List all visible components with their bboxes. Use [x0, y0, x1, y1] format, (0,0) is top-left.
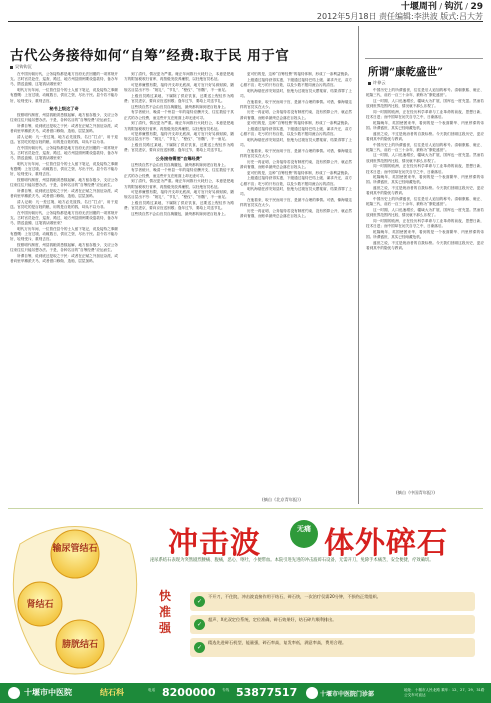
stone-shape	[51, 530, 99, 578]
paragraph: 明代万历年间，一位曾任县令的士人留下笔记，说及接待之事颇有感慨：上官过境，动辄数日，供应之资，尽出于民。县令若不能办好，轻则受斥，重则去官。	[10, 88, 118, 103]
side-article-column	[366, 88, 484, 488]
article-column-3	[240, 72, 352, 496]
paragraph: 上级官员路过某地，下属除了供应饮食，还要送上程仪作为路费；官员进京，要向京官送别敬；逢年过节，要给上司送节礼。	[124, 201, 234, 211]
hospital-advertisement	[0, 508, 491, 703]
kidney-stone-illustration	[0, 514, 150, 682]
paragraph: 这一时期，人口迅速增长，疆域大为扩展，国库也一度充盈。然而若放到世界范围内比较，情况就不那么乐观了。	[366, 98, 484, 109]
paragraph: 在他看来，取于民而用于官，是最不合理的事情。可惜，像海瑞这样的官员实在太少。	[240, 148, 352, 159]
article-credit: (摘自《北京青年报》)	[262, 497, 301, 502]
page-number: 29	[470, 2, 483, 12]
check-icon: ✓	[194, 642, 205, 653]
paragraph: 在中国历朝历代，公务接待都是地方官府无法回避的一项常规开支。古时官员赴任、巡查、路过，地方州县照例要设宴款待，备办车马，馈送盘缠，这笔钱从哪里来？	[10, 210, 118, 225]
paragraph: 中国历史上的所谓盛世，往往是后人追加的称号。清朝康熙、雍正、乾隆三代，前后一百三十余年，被称为“康乾盛世”。	[366, 142, 484, 152]
article-column-2	[124, 72, 234, 504]
paragraph: 所谓自筹，说到底还是取之于民：或者在正赋之外加征杂派，或者向里甲摊派夫马，或者借口修衙、造船，层层加码。	[10, 253, 118, 263]
column-divider	[358, 26, 359, 504]
article-subhead: 秘书上级这了奇	[49, 105, 79, 111]
paragraph: 到了清代，情况更为严重。雍正年间推行火耗归公，本意是把地方的附加税收归省库，再按级发放养廉银，以杜绝官员私征。	[124, 72, 234, 82]
side-label-char: 快	[158, 589, 171, 603]
feature-text: 不开刀，不住院，冲击波直接作用于结石，碎石快，一次治疗仅需20分钟，不损伤正常组织。	[208, 594, 381, 599]
paragraph: 上级通过接待获得实惠，下级通过接待巴结上级、谋求升迁，双方心照不宣；吃亏的只有百姓，以及少数不愿同流合污的清官。	[240, 77, 352, 87]
paragraph: 同一时期的欧洲，正在经历科学革命与工业革命的前夜，思想日新，技术日进；而中国却在闭关自守之中，日渐落后。	[366, 109, 484, 120]
article-author: 吴钩钩沉	[15, 64, 32, 69]
side-article-byline	[368, 80, 386, 86]
tel2-label: 专线	[222, 688, 230, 692]
hospital-name: 十堰市中医院	[24, 688, 72, 697]
check-icon: ✓	[194, 619, 205, 630]
paragraph: 更可怕的是，这种“自筹经费”的接待体制，形成了一条利益链条。	[247, 170, 352, 175]
hospital-logo-icon	[8, 687, 20, 699]
paragraph: 有学者统计，晚清一个州县一年的接待应酬开支，往往数倍于其正式的办公经费，而这些开支在账面上却无迹可寻。	[124, 110, 234, 120]
paragraph: 在中国历朝历代，公务接待都是地方官府无法回避的一项常规开支。古时官员赴任、巡查、路过，地方州县照例要设宴款待，备办车马，馈送盘缠，这笔钱从哪里来？	[10, 72, 118, 87]
square-bullet-icon	[10, 66, 13, 69]
feature-text: 精选先进碎石机型，能量强，碎石率高，复发率低，满意率高，费用合理。	[208, 640, 347, 645]
paragraph: 更可怕的是，这种“自筹经费”的接待体制，形成了一条利益链条。	[247, 121, 352, 126]
paragraph: 明代海瑞任淳安知县时，拒绝为过境官员大摆筵席，结果得罪了上司。	[240, 137, 352, 148]
article-byline	[10, 64, 32, 70]
hospital-clinic-name: 十堰市中医院门诊部	[320, 691, 375, 698]
paragraph: 可是养廉银有限，接待开支却无底洞，地方官只好另辟财源，陋规名目层出不穷：“规礼”、“节礼”、“程仪”、“别敬”，不一而足。	[124, 190, 234, 200]
hospital-address: 地址：十堰市人民北路 乘车：12、27、29、31路公交车可直达	[404, 688, 485, 697]
side-title-rule	[365, 58, 483, 59]
paragraph: 同一时期的欧洲，正在经历科学革命与工业革命的前夜，思想日新，技术日进；而中国却在闭关自守之中，日渐落后。	[366, 218, 484, 229]
hospital-logo-icon	[306, 687, 318, 699]
ad-top-rule	[8, 508, 483, 509]
paragraph: 到了清代，情况更为严重。雍正年间推行火耗归公，本意是把地方的附加税收归省库，再按级发放养廉银，以杜绝官员私征。	[124, 179, 234, 189]
paragraph: 在他看来，取于民而用于官，是最不合理的事情。可惜，像海瑞这样的官员实在太少。	[240, 99, 352, 109]
paragraph: 这一时期，人口迅速增长，疆域大为扩展，国库也一度充盈。然而若放到世界范围内比较，情况就不那么乐观了。	[366, 207, 484, 218]
masthead-info: 十堰周刊 / 钩沉 / 29 2012年5月18日 责任编辑:李洪波 版式:吕大芳	[316, 2, 483, 21]
paragraph: 这些钱自然不会由官员自掏腰包，最终都转嫁到老百姓身上。	[131, 104, 229, 109]
article-subhead: 公务接待需要“自筹经费”	[155, 155, 203, 161]
side-label-char: 强	[158, 621, 171, 635]
masthead-rule	[8, 21, 483, 22]
side-article-credit: (摘自《中国青年报》)	[396, 490, 435, 495]
ad-feature-item	[190, 592, 475, 611]
paragraph: 明代万历年间，一位曾任县令的士人留下笔记，说及接待之事颇有感慨：上官过境，动辄数日，供应之资，尽出于民。县令若不能办好，轻则受斥，重则去官。	[10, 226, 118, 242]
paragraph: 清人记载：凡一差过境，地方必先敛钱，名曰“打点”，用于迎送。官员吃的是百姓的粮，用的是百姓的钱，却从不以为非。	[10, 199, 118, 209]
article-column-1	[10, 72, 118, 504]
paragraph: 盛世之说，不过是统治者的自我标榜。今天我们回顾这段历史，更应看到其中的隐忧与教训。	[366, 240, 484, 250]
stone-label: 膀胱结石	[61, 640, 99, 650]
masthead	[0, 0, 491, 22]
paragraph: 这一时期，人口迅速增长，疆域大为扩展，国库也一度充盈。然而若放到世界范围内比较，情况就不那么乐观了。	[366, 153, 484, 163]
side-article-title: 所谓“康乾盛世”	[368, 66, 444, 78]
paragraph: 盛世之说，不过是统治者的自我标榜。今天我们回顾这段历史，更应看到其中的隐忧与教训。	[366, 131, 484, 141]
paragraph: 所谓自筹，说到底还是取之于民：或者在正赋之外加征杂派，或者向里甲摊派夫马，或者借口修衙、造船，层层加码。	[10, 123, 118, 134]
paragraph: 有学者统计，晚清一个州县一年的接待应酬开支，往往数倍于其正式的办公经费，而这些开支在账面上却无迹可寻。	[124, 168, 234, 178]
masthead-date-editor: 2012年5月18日 责任编辑:李洪波 版式:吕大芳	[316, 12, 483, 21]
side-label-char: 准	[158, 605, 171, 619]
tel2-number: 53877517	[236, 686, 298, 699]
paragraph: 在中国历朝历代，公务接待都是地方官府无法回避的一项常规开支。古时官员赴任、巡查、路过，地方州县照例要设宴款待，备办车马，馈送盘缠，这笔钱从哪里来？	[10, 145, 118, 161]
tel1-number: 8200000	[162, 686, 216, 699]
department-name: 结石科	[100, 688, 124, 697]
paragraph: 历史一再证明，公务接待若没有制度约束，没有预算公开，就必然滑向奢靡，而账单最终总会落在百姓头上。	[240, 159, 352, 169]
ad-feature-item	[190, 615, 475, 634]
paragraph: 中国历史上的所谓盛世，往往是后人追加的称号。清朝康熙、雍正、乾隆三代，前后一百三十余年，被称为“康乾盛世”。	[366, 88, 484, 98]
ad-headline-left: 冲击波	[168, 526, 261, 561]
paper-name: 十堰周刊	[400, 2, 437, 12]
ad-side-label	[150, 588, 180, 636]
paragraph: 乾隆晚年，英国使团来华，看到的是一个表面繁华、内里停滞的帝国。所谓盛世，其实已经暗藏危机。	[366, 120, 484, 130]
paragraph: 所谓自筹，说到底还是取之于民：或者在正赋之外加征杂派，或者向里甲摊派夫马，或者借口修衙、造船，层层加码。	[10, 188, 118, 198]
paragraph: 可是养廉银有限，接待开支却无底洞，地方官只好另辟财源，陋规名目层出不穷：“规礼”、“节礼”、“程仪”、“别敬”，不一而足。	[124, 82, 234, 93]
paragraph: 按照明代制度，州县钱粮须悉数起解，地方留存极少，支应公务往来往往只能另想办法。于是，各种名目的“自筹经费”应运而生。	[10, 242, 118, 252]
check-icon: ✓	[194, 596, 205, 607]
stone-label: 输尿管结石	[52, 544, 98, 554]
ad-intro-text: 泌尿系结石表现为突然剧烈腰痛、腹痛，恶心、呕吐，小便带血。本院引进先进的冲击波碎石设备，无需开刀，免除手术痛苦，安全便捷，疗效确切。	[150, 558, 434, 563]
paragraph: 乾隆晚年，英国使团来华，看到的是一个表面繁华、内里停滞的帝国。所谓盛世，其实已经暗藏危机。	[366, 175, 484, 185]
paragraph: 这些钱自然不会由官员自掏腰包，最终都转嫁到老百姓身上。	[131, 212, 229, 217]
paragraph: 更可怕的是，这种“自筹经费”的接待体制，形成了一条利益链条。	[247, 72, 352, 76]
ad-feature-item	[190, 638, 475, 657]
square-bullet-icon	[368, 82, 371, 85]
paragraph: 乾隆晚年，英国使团来华，看到的是一个表面繁华、内里停滞的帝国。所谓盛世，其实已经暗藏危机。	[366, 229, 484, 239]
paragraph: 历史一再证明，公务接待若没有制度约束，没有预算公开，就必然滑向奢靡，而账单最终总会落在百姓头上。	[240, 209, 352, 219]
paragraph: 上级通过接待获得实惠，下级通过接待巴结上级、谋求升迁，双方心照不宣；吃亏的只有百姓，以及少数不愿同流合污的清官。	[240, 176, 352, 186]
paragraph: 上级官员路过某地，下属除了供应饮食，还要送上程仪作为路费；官员进京，要向京官送别敬；逢年过节，要给上司送节礼。	[124, 93, 234, 104]
paragraph: 这些钱自然不会由官员自掏腰包，最终都转嫁到老百姓身上。	[131, 162, 229, 167]
feature-text: 超声、X光双定位系统，定位准确，碎石效果好，结石碎片顺利排出。	[208, 617, 337, 622]
ad-headline-right: 体外碎石	[324, 526, 448, 561]
paragraph: 同一时期的欧洲，正在经历科学革命与工业革命的前夜，思想日新，技术日进；而中国却在闭关自守之中，日渐落后。	[366, 164, 484, 174]
tel1-label: 电话	[148, 688, 156, 692]
paragraph: 可是养廉银有限，接待开支却无底洞，地方官只好另辟财源，陋规名目层出不穷：“规礼”、“节礼”、“程仪”、“别敬”，不一而足。	[124, 132, 234, 142]
paragraph: 上级官员路过某地，下属除了供应饮食，还要送上程仪作为路费；官员进京，要向京官送别敬；逢年过节，要给上司送节礼。	[124, 143, 234, 153]
painless-badge: 无痛	[290, 520, 318, 548]
side-article-author: 许倬云	[373, 80, 386, 85]
paragraph: 明代万历年间，一位曾任县令的士人留下笔记，说及接待之事颇有感慨：上官过境，动辄数日，供应之资，尽出于民。县令若不能办好，轻则受斥，重则去官。	[10, 161, 118, 177]
paragraph: 明代海瑞任淳安知县时，拒绝为过境官员大摆筵席，结果得罪了上司。	[240, 187, 352, 197]
paragraph: 到了清代，情况更为严重。雍正年间推行火耗归公，本意是把地方的附加税收归省库，再按级发放养廉银，以杜绝官员私征。	[124, 121, 234, 131]
paragraph: 盛世之说，不过是统治者的自我标榜。今天我们回顾这段历史，更应看到其中的隐忧与教训。	[366, 186, 484, 196]
section-name: 钩沉	[444, 2, 463, 12]
stone-label: 肾结石	[26, 600, 54, 610]
paragraph: 上级通过接待获得实惠，下级通过接待巴结上级、谋求升迁，双方心照不宣；吃亏的只有百姓，以及少数不愿同流合污的清官。	[240, 127, 352, 137]
paragraph: 历史一再证明，公务接待若没有制度约束，没有预算公开，就必然滑向奢靡，而账单最终总会落在百姓头上。	[240, 110, 352, 120]
paragraph: 按照明代制度，州县钱粮须悉数起解，地方留存极少，支应公务往来往往只能另想办法。于是，各种名目的“自筹经费”应运而生。	[10, 112, 118, 123]
paragraph: 在他看来，取于民而用于官，是最不合理的事情。可惜，像海瑞这样的官员实在太少。	[240, 198, 352, 208]
paragraph: 中国历史上的所谓盛世，往往是后人追加的称号。清朝康熙、雍正、乾隆三代，前后一百三十余年，被称为“康乾盛世”。	[366, 197, 484, 207]
paragraph: 清人记载：凡一差过境，地方必先敛钱，名曰“打点”，用于迎送。官员吃的是百姓的粮，用的是百姓的钱，却从不以为非。	[10, 134, 118, 144]
ad-footer-bar	[0, 683, 491, 703]
article-title: 古代公务接待如何“自筹”经费:取于民 用于官	[10, 48, 290, 64]
paragraph: 按照明代制度，州县钱粮须悉数起解，地方留存极少，支应公务往来往往只能另想办法。于是，各种名目的“自筹经费”应运而生。	[10, 177, 118, 188]
paragraph: 明代海瑞任淳安知县时，拒绝为过境官员大摆筵席，结果得罪了上司。	[240, 88, 352, 98]
